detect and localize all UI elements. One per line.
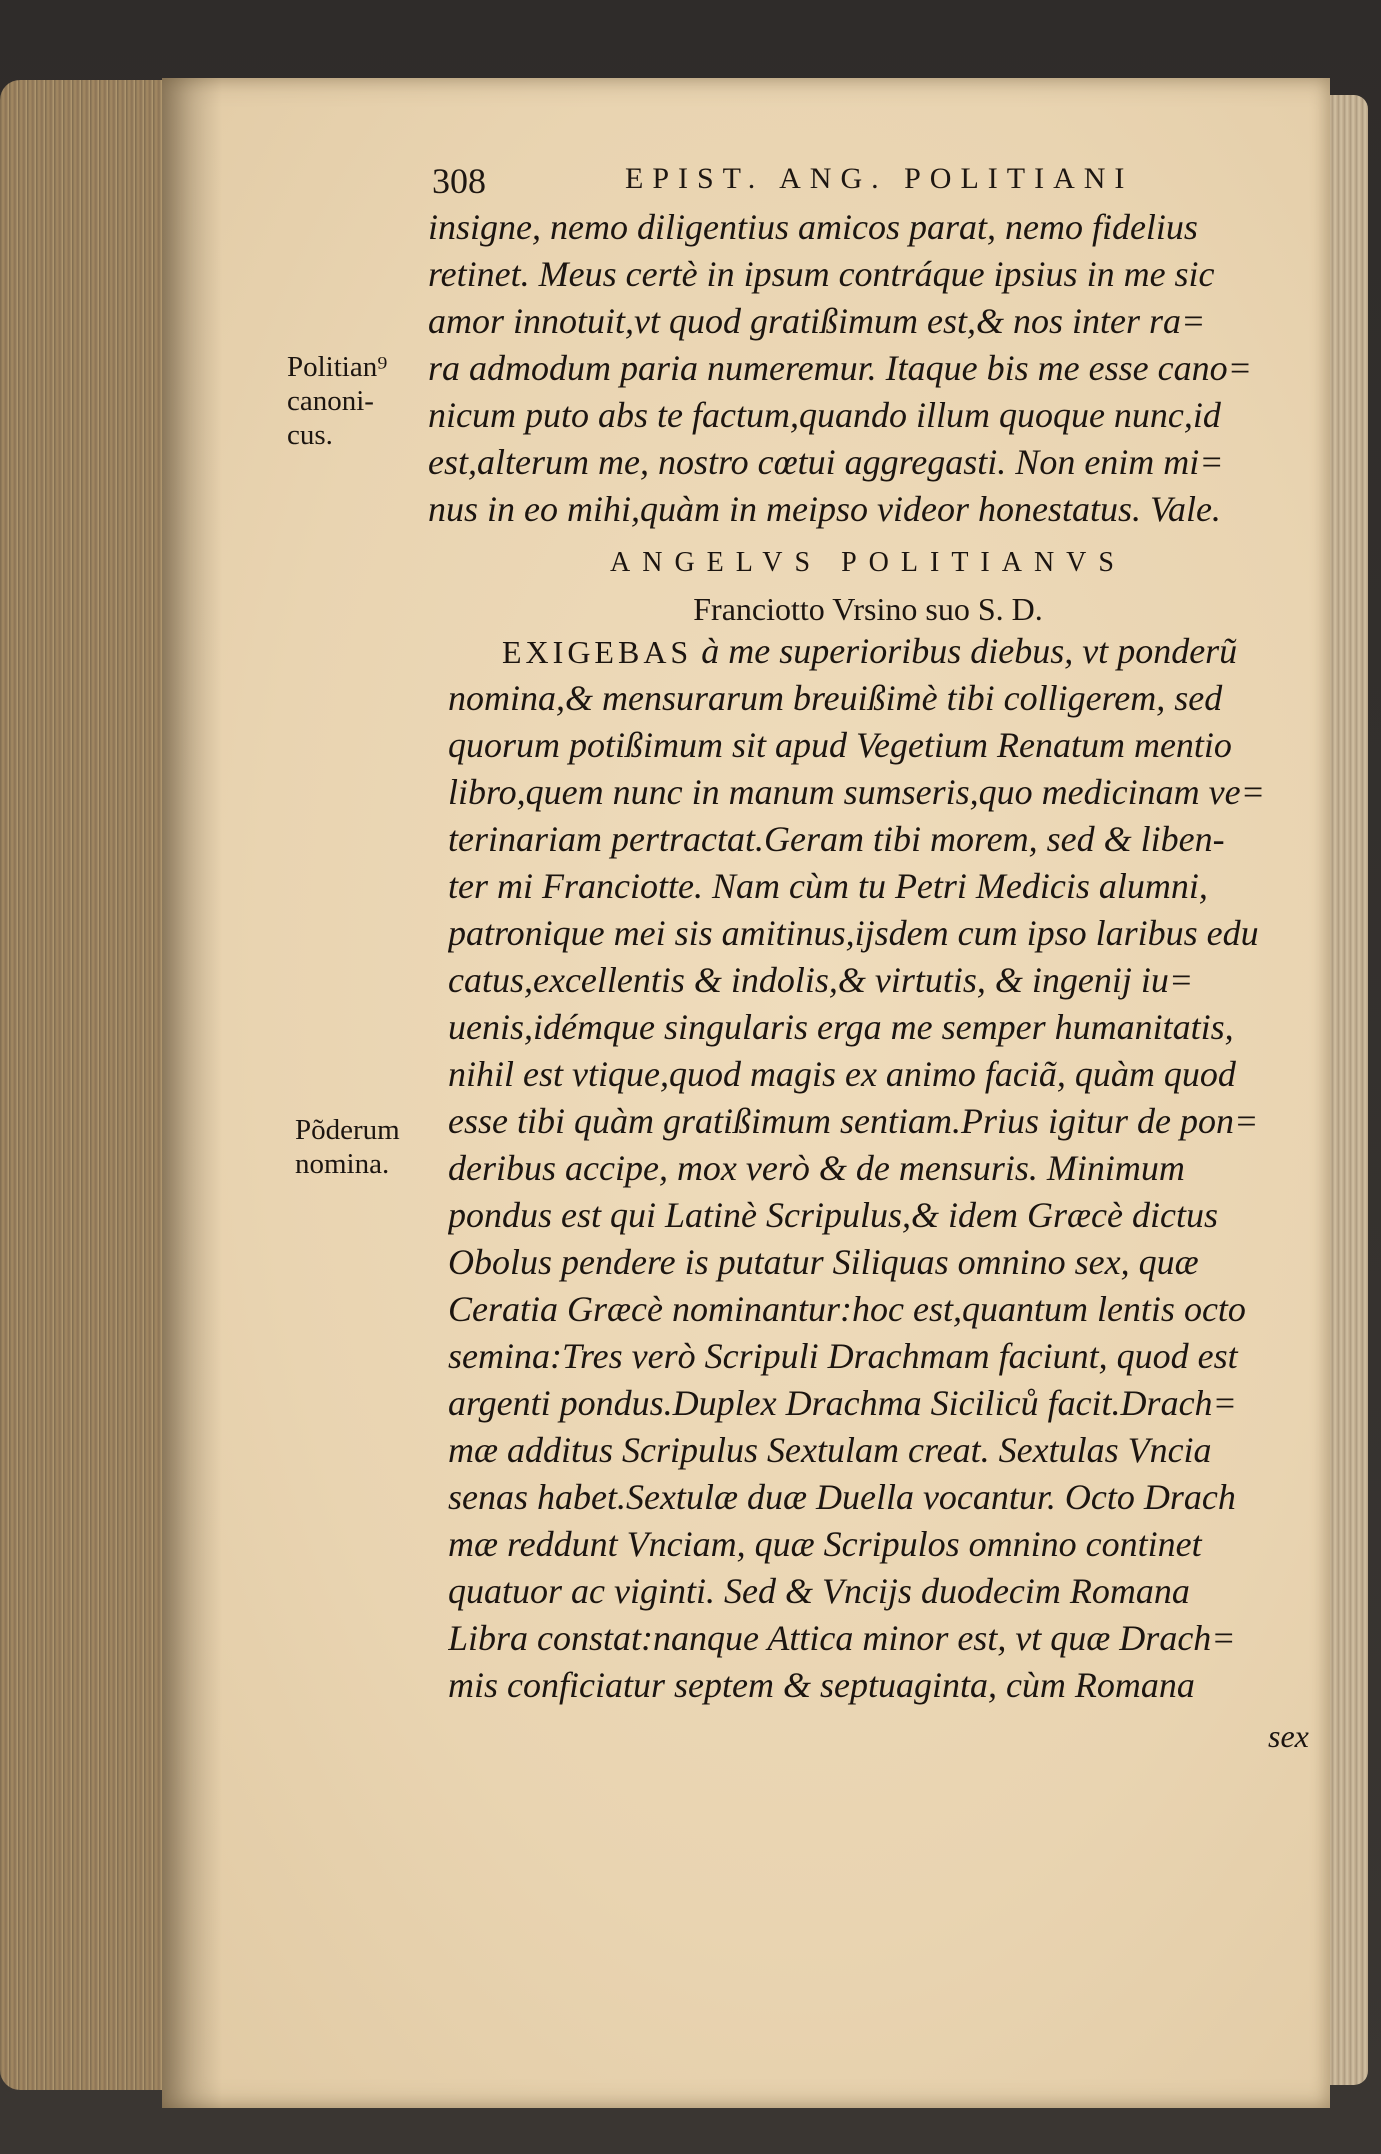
text-line: ter mi Franciotte. Nam cùm tu Petri Medicis alumni, [448,866,1208,906]
margin-note-ponderum [295,1113,400,1181]
text-line: insigne, nemo diligentius amicos parat, nemo fidelius [428,207,1198,247]
text-line: quorum potißimum sit apud Vegetium Renatum mentio [448,725,1232,765]
text-line: mis conficiatur septem & septuaginta, cùm Romana [448,1665,1195,1705]
text-line: Libra constat:nanque Attica minor est, vt quæ Drach= [448,1618,1236,1658]
text-line: retinet. Meus certè in ipsum contráque ipsius in me sic [428,254,1215,294]
text-line: argenti pondus.Duplex Drachma Siciliců facit.Drach= [448,1383,1237,1423]
text-line: pondus est qui Latinè Scripulus,& idem Græcè dictus [448,1195,1218,1235]
margin-note-line: cus. [287,419,333,451]
text-line: Obolus pendere is putatur Siliquas omnino sex, quæ [448,1242,1199,1282]
letter-ending [428,204,1308,533]
gutter-shadow [162,78,222,2108]
recipient-line: Franciotto Vrsino suo S. D. [693,591,1043,627]
letter-salutation [428,540,1308,632]
margin-note-line: nomina. [295,1148,390,1180]
page-number: 308 [432,161,486,201]
margin-note-line: Politian⁹ [287,351,388,383]
text-line: catus,excellentis & indolis,& virtutis, & ingenij iu= [448,960,1194,1000]
text-line: est,alterum me, nostro cœtui aggregasti. Non enim mi= [428,442,1224,482]
text-line: esse tibi quàm gratißimum sentiam.Prius igitur de pon= [448,1101,1259,1141]
text-line: patronique mei sis amitinus,ijsdem cum ipso laribus edu [448,913,1259,953]
text-line: amor innotuit,vt quod gratißimum est,& nos inter ra= [428,301,1206,341]
text-line: deribus accipe, mox verò & de mensuris. Minimum [448,1148,1185,1188]
text-line: quatuor ac viginti. Sed & Vncijs duodecim Romana [448,1571,1190,1611]
running-head: EPIST. ANG. POLITIANI [625,162,1134,195]
margin-note-politianus [287,350,387,452]
margin-note-line: canoni- [287,385,374,417]
text-line: nihil est vtique,quod magis ex animo faciã, quàm quod [448,1054,1236,1094]
letter-body [448,628,1314,1709]
text-line: senas habet.Sextulæ duæ Duella vocantur. Octo Drach [448,1477,1236,1517]
opening-word: EXIGEBAS [502,634,693,670]
text-line: nus in eo mihi,quàm in meipso videor honestatus. Vale. [428,489,1221,529]
text-span: à me superioribus diebus, vt ponderũ [692,631,1238,671]
left-page-block [0,80,170,2090]
text-line: libro,quem nunc in manum sumseris,quo medicinam ve= [448,772,1265,812]
text-line: Ceratia Græcè nominantur:hoc est,quantum lentis octo [448,1289,1246,1329]
text-line: nicum puto abs te factum,quando illum quoque nunc,id [428,395,1221,435]
text-line [448,628,1314,675]
text-line: mæ reddunt Vnciam, quæ Scripulos omnino continet [448,1524,1202,1564]
margin-note-line: Põderum [295,1114,400,1146]
text-line: semina:Tres verò Scripuli Drachmam faciunt, quod est [448,1336,1238,1376]
text-line: nomina,& mensurarum breuißimè tibi colligerem, sed [448,678,1223,718]
text-line: terinariam pertractat.Geram tibi morem, sed & liben- [448,819,1225,859]
text-line: uenis,idémque singularis erga me semper humanitatis, [448,1007,1234,1047]
sender-heading: ANGELVS POLITIANVS [610,547,1126,578]
text-line: mæ additus Scripulus Sextulam creat. Sextulas Vncia [448,1430,1212,1470]
catchword: sex [1268,1718,1309,1754]
text-line: ra admodum paria numeremur. Itaque bis me esse cano= [428,348,1252,388]
